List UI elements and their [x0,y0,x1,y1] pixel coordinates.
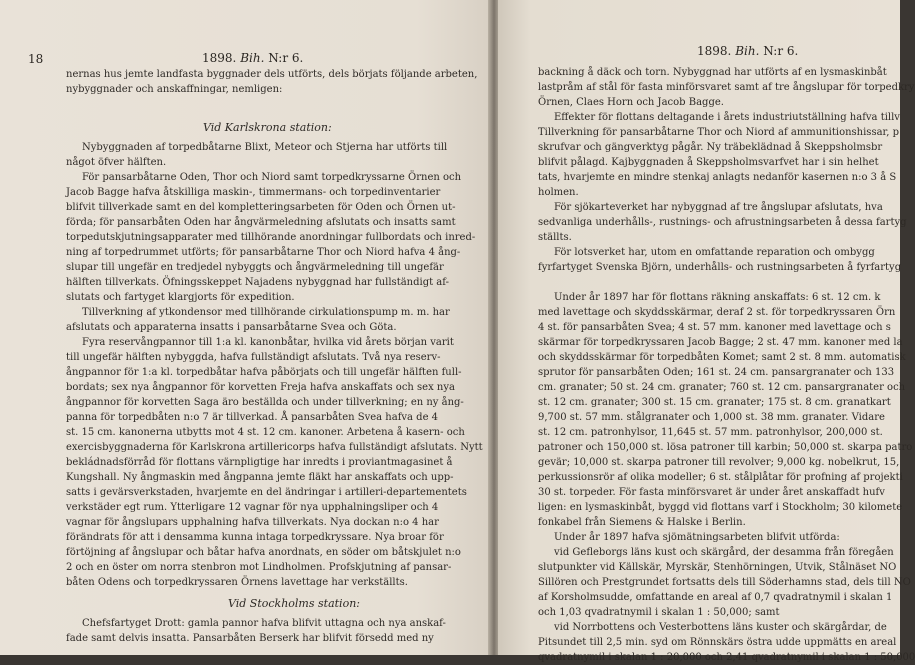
header-bih: Bih. [240,51,265,65]
text-line: Tillverkning för pansarbåtarne Thor och Niord af ammunitionshissar, p [538,127,899,138]
text-line: st. 12 cm. granater; 300 st. 15 cm. granater; 175 st. 8 cm. granatkart [538,397,891,408]
text-line: Fyra reservångpannor till 1:a kl. kanonbåtar, hvilka vid årets början varit [82,337,454,348]
text-line: Pitsundet till 2,5 min. syd om Rönnskärs östra udde uppmätts en areal [538,637,897,648]
text-line: ställts. [538,232,572,243]
text-line: slutpunkter vid Källskär, Myrskär, Stenhörningen, Utvik, Stålnäset NO [538,562,897,573]
text-line: fade samt delvis insatta. Pansarbåten Berserk har blifvit försedd med ny [66,633,434,644]
text-line: torpedutskjutningsapparater med tillhörande anordningar fullbordats och inred- [66,232,476,243]
text-line: qvadratnymil i skalan 1 : 20,000 och 2,41 qvadratnymil i skalan 1 : 50,000 [538,652,915,663]
text-line: För pansarbåtarne Oden, Thor och Niord samt torpedkryssarne Örnen och [82,172,462,183]
text-line: till ungefär hälften nybyggda, hafva fullständigt afslutats. Två nya reserv- [66,352,441,363]
text-line: Örnen, Claes Horn och Jacob Bagge. [538,97,724,108]
text-line: Sillören och Prestgrundet fortsatts dels till Söderhamns stad, dels till NO [538,577,911,588]
text-line: cm. granater; 50 st. 24 cm. granater; 760 st. 12 cm. pansargranater och [538,382,906,393]
text-line: ligen: en lysmaskinbåt, byggd vid flottans varf i Stockholm; 30 kilomete [538,502,903,513]
page-number: 18 [28,52,44,66]
header-nr: N:r 6. [763,44,799,58]
text-line: afslutats och apparaterna insatts i pansarbåtarne Svea och Göta. [66,322,397,333]
header-nr: N:r 6. [268,51,304,65]
text-line: Chefsfartyget Drott: gamla pannor hafva blifvit uttagna och nya anskaf- [82,618,446,629]
header-bih: Bih. [735,44,760,58]
section-heading-stockholm: Vid Stockholms station: [228,597,360,610]
text-line: förda; för pansarbåten Oden har ångvärmeledning afslutats och insatts samt [66,217,456,228]
text-line: Under år 1897 har för flottans räkning anskaffats: 6 st. 12 cm. k [554,292,881,303]
text-line: För lotsverket har, utom en omfattande reparation och ombygg [554,247,875,258]
text-line: skärmar för torpedkryssaren Jacob Bagge; 2 st. 47 mm. kanoner med la [538,337,903,348]
text-line: För sjökarteverket har nybyggnad af tre ångslupar afslutats, hva [554,202,883,213]
text-line: och skyddsskärmar för torpedbåten Komet; samt 2 st. 8 mm. automatisk [538,352,906,363]
text-line: nernas hus jemte landfasta byggnader dels utförts, dels börjats följande arbeten, [66,69,478,80]
text-line: gevär; 10,000 st. skarpa patroner till revolver; 9,000 kg. nobelkrut, 15, [538,457,900,468]
running-header-left [202,51,303,65]
text-line: bekládnadsförråd för flottans värnpligtige har inredts i proviantmagasinet å [66,457,453,468]
text-line: sedvanliga underhålls-, rustnings- och afrustningsarbeten å dessa fartyg [538,217,907,228]
text-line: och 1,03 qvadratnymil i skalan 1 : 50,000; samt [538,607,780,618]
text-line: perkussionsrör af olika modeller; 6 st. stålplåtar för profning af projekti [538,472,903,483]
section-heading-karlskrona: Vid Karlskrona station: [203,121,332,134]
text-line: bordats; sex nya ångpannor för korvetten Freja hafva anskaffats och sex nya [66,382,455,393]
text-line: Kungshall. Ny ångmaskin med ångpanna jemte fläkt har anskaffats och upp- [66,472,454,483]
text-line: Nybyggnaden af torpedbåtarne Blixt, Meteor och Stjerna har utförts till [82,142,448,153]
text-line: ning af torpedrummet utförts; för pansarbåtarne Thor och Niord hafva 4 ång- [66,247,461,258]
text-line: blifvit pålagd. Kajbyggnaden å Skeppsholmsvarfvet har i sin helhet [538,157,879,168]
text-line: Tillverkning af ytkondensor med tillhörande cirkulationspump m. m. har [82,307,450,318]
text-line: backning å däck och torn. Nybyggnad har utförts af en lysmaskinbåt [538,67,887,78]
text-line: slupar till ungefär en tredjedel nybyggts och ångvärmeledning till ungefär [66,262,444,273]
text-line: slutats och fartyget klargjorts för expedition. [66,292,295,303]
text-line: något öfver hälften. [66,157,167,168]
text-line: blifvit tillverkade samt en del kompletteringsarbeten för Oden och Örnen ut- [66,202,456,213]
text-line: båten Odens och torpedkryssaren Örnens lavettage har verkställts. [66,577,408,588]
text-line: vid Norrbottens och Vesterbottens läns kuster och skärgårdar, de [554,622,887,633]
text-line: förtöjning af ångslupar och båtar hafva anordnats, en söder om båtskjulet n:o [66,547,461,558]
text-line: vagnar för ångslupars upphalning hafva tillverkats. Nya dockan n:o 4 har [66,517,439,528]
text-line: exercisbyggnaderna för Karlskrona artillericorps hafva fullständigt afslutats. Nytt [66,442,483,453]
text-line: sprutor för pansarbåten Oden; 161 st. 24 cm. pansargranater och 133 [538,367,895,378]
text-line: förändrats för att i densamma kunna intaga torpedkryssare. Nya broar för [66,532,444,543]
text-line: 2 och en öster om norra stenbron mot Lindholmen. Profskjutning af pansar- [66,562,452,573]
text-line: tats, hvarjemte en mindre stenkaj anlagts nedanför kasernen n:o 3 å S [538,172,897,183]
text-line: Effekter för flottans deltagande i årets industriutställning hafva tillv [554,112,900,123]
text-line: med lavettage och skyddsskärmar, deraf 2 st. för torpedkryssaren Örn [538,307,896,318]
text-line: holmen. [538,187,579,198]
text-line: ångpannor för korvetten Saga äro beställda och under tillverkning; en ny ång- [66,397,464,408]
text-line: 4 st. för pansarbåten Svea; 4 st. 57 mm. kanoner med lavettage och s [538,322,891,333]
text-line: Jacob Bagge hafva åtskilliga maskin-, timmermans- och torpedinventarier [66,187,441,198]
text-line: skrufvar och gängverktyg pågår. Ny träbeklädnad å Skeppsholmsbr [538,142,883,153]
text-line: ångpannor för 1:a kl. torpedbåtar hafva påbörjats och till ungefär hälften full- [66,367,462,378]
text-line: st. 15 cm. kanonerna utbytts mot 4 st. 12 cm. kanoner. Arbetena å kasern- och [66,427,465,438]
right-page [498,0,915,663]
text-line: 9,700 st. 57 mm. stålgranater och 1,000 st. 38 mm. granater. Vidare [538,412,885,423]
text-line: panna för torpedbåten n:o 7 är tillverkad. Å pansarbåten Svea hafva de 4 [66,412,439,423]
text-line: verkstäder egt rum. Ytterligare 12 vagnar för nya upphalningsliper och 4 [66,502,439,513]
text-line: lastpråm af stål för fasta minförsvaret samt af tre ångslupar för torpedkry [538,82,915,93]
text-line: nybyggnader och anskaffningar, nemligen: [66,84,283,95]
text-line: 30 st. torpeder. För fasta minförsvaret är under året anskaffadt hufv [538,487,885,498]
text-line: fyrfartyget Svenska Björn, underhålls- och rustningsarbeten å fyrfartyg [538,262,902,273]
running-header-right [697,44,798,58]
text-line: Under år 1897 hafva sjömätningsarbeten blifvit utförda: [554,532,840,543]
header-year: 1898. [202,51,237,65]
text-line: patroner och 150,000 st. lösa patroner till karbin; 50,000 st. skarpa patro [538,442,913,453]
text-line: fonkabel från Siemens & Halske i Berlin. [538,517,746,528]
text-line: satts i gevärsverkstaden, hvarjemte en del ändringar i artilleri-departementets [66,487,467,498]
header-year: 1898. [697,44,732,58]
text-line: af Korsholmsudde, omfattande en areal af 0,7 qvadratnymil i skalan 1 [538,592,893,603]
text-line: vid Gefleborgs läns kust och skärgård, der desamma från föregåen [554,547,894,558]
text-line: st. 12 cm. patronhylsor, 11,645 st. 57 mm. patronhylsor, 200,000 st. [538,427,883,438]
text-line: hälften tillverkats. Öfningsskeppet Najadens nybyggnad har fullständigt af- [66,277,449,288]
